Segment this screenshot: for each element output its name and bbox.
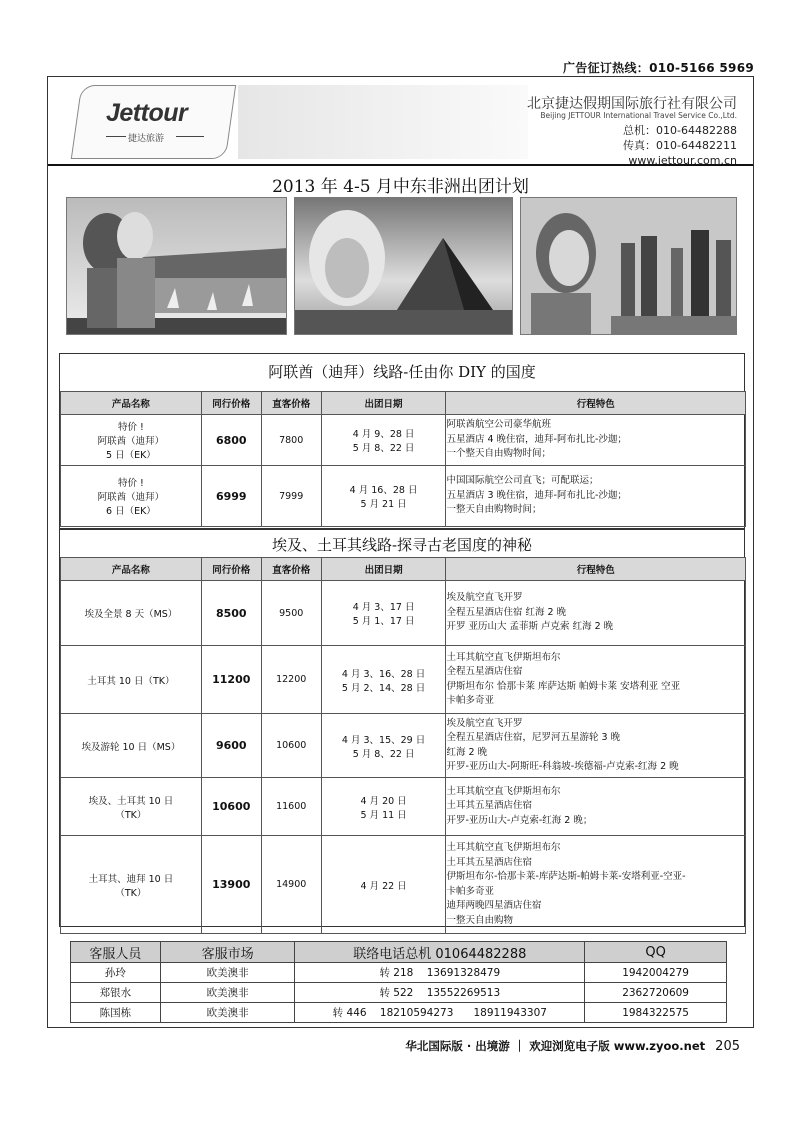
product-name: 特价 ! 阿联酋（迪拜） 6 日（EK） bbox=[61, 466, 202, 527]
table-row bbox=[61, 415, 746, 466]
trade-price: 6999 bbox=[201, 466, 261, 527]
phone-line: 总机：010-64482288 bbox=[623, 124, 737, 137]
departure-dates: 4 月 3、15、29 日 5 月 8、22 日 bbox=[321, 714, 446, 778]
trade-price: 11200 bbox=[201, 646, 261, 714]
col-retail-price: 直客价格 bbox=[261, 558, 321, 581]
staff-market: 欧美澳非 bbox=[160, 983, 295, 1003]
company-name: 北京捷达假期国际旅行社有限公司 bbox=[527, 96, 737, 112]
product-name: 特价 ! 阿联酋（迪拜） 5 日（EK） bbox=[61, 415, 202, 466]
service-header bbox=[71, 942, 727, 963]
table-row bbox=[71, 983, 727, 1003]
col-departure: 出团日期 bbox=[321, 558, 446, 581]
trade-price: 6800 bbox=[201, 415, 261, 466]
header-banner bbox=[238, 85, 528, 159]
table-row bbox=[61, 778, 746, 836]
header bbox=[48, 77, 753, 165]
contact-block bbox=[623, 123, 737, 168]
uae-table bbox=[60, 391, 746, 527]
departure-dates: 4 月 3、17 日 5 月 1、17 日 bbox=[321, 581, 446, 646]
fax-line: 传真：010-64482211 bbox=[623, 139, 737, 152]
page-footer bbox=[405, 1038, 740, 1054]
departure-dates: 4 月 22 日 bbox=[321, 836, 446, 934]
uae-section-title: 阿联酋（迪拜）线路-任由你 DIY 的国度 bbox=[268, 363, 536, 381]
page-number: 205 bbox=[715, 1039, 740, 1054]
trade-price: 13900 bbox=[201, 836, 261, 934]
col-market: 客服市场 bbox=[160, 942, 295, 963]
trade-price: 9600 bbox=[201, 714, 261, 778]
customer-service-table bbox=[70, 941, 727, 1023]
egypt-table-header bbox=[61, 558, 746, 581]
staff-phone: 转 522 13552269513 bbox=[295, 983, 585, 1003]
itinerary-features: 土耳其航空直飞伊斯坦布尔 土耳其五星酒店住宿 伊斯坦布尔-恰那卡莱-库萨达斯-帕姆卡莱-安塔利亚-空亚- 卡帕多奇亚 迪拜两晚四星酒店住宿 一整天自由购物 bbox=[446, 836, 746, 934]
table-row bbox=[71, 963, 727, 983]
dubai-couple-photo bbox=[66, 197, 287, 335]
itinerary-features: 埃及航空直飞开罗 全程五星酒店住宿 红海 2 晚 开罗 亚历山大 孟菲斯 卢克索 红海 2 晚 bbox=[446, 581, 746, 646]
staff-name: 陈国栋 bbox=[71, 1003, 161, 1023]
staff-qq: 1942004279 bbox=[585, 963, 727, 983]
departure-dates: 4 月 9、28 日 5 月 8、22 日 bbox=[321, 415, 446, 466]
table-row bbox=[61, 466, 746, 527]
itinerary-features: 埃及航空直飞开罗 全程五星酒店住宿，尼罗河五星游轮 3 晚 红海 2 晚 开罗-亚历山大-阿斯旺-科翁坡-埃德福-卢克索-红海 2 晚 bbox=[446, 714, 746, 778]
retail-price: 9500 bbox=[261, 581, 321, 646]
table-row bbox=[61, 714, 746, 778]
staff-market: 欧美澳非 bbox=[160, 1003, 295, 1023]
table-row bbox=[61, 646, 746, 714]
company-english: Beijing JETTOUR International Travel Service Co.,Ltd. bbox=[540, 111, 737, 120]
trade-price: 10600 bbox=[201, 778, 261, 836]
uae-table-header bbox=[61, 392, 746, 415]
staff-qq: 1984322575 bbox=[585, 1003, 727, 1023]
table-row bbox=[61, 836, 746, 934]
product-name: 埃及全景 8 天（MS） bbox=[61, 581, 202, 646]
retail-price: 11600 bbox=[261, 778, 321, 836]
departure-dates: 4 月 16、28 日 5 月 21 日 bbox=[321, 466, 446, 527]
col-trade-price: 同行价格 bbox=[201, 392, 261, 415]
departure-dates: 4 月 20 日 5 月 11 日 bbox=[321, 778, 446, 836]
product-name: 埃及游轮 10 日（MS） bbox=[61, 714, 202, 778]
table-row bbox=[71, 1003, 727, 1023]
retail-price: 7800 bbox=[261, 415, 321, 466]
retail-price: 10600 bbox=[261, 714, 321, 778]
page-frame bbox=[47, 76, 754, 1028]
egypt-pyramid-photo bbox=[294, 197, 513, 335]
header-divider bbox=[48, 164, 753, 166]
product-name: 土耳其、迪拜 10 日 （TK） bbox=[61, 836, 202, 934]
col-retail-price: 直客价格 bbox=[261, 392, 321, 415]
itinerary-features: 阿联酋航空公司豪华航班 五星酒店 4 晚住宿，迪拜-阿布扎比-沙迦； 一个整天自由购物时间； bbox=[446, 415, 746, 466]
col-qq: QQ bbox=[585, 942, 727, 963]
col-phone: 联络电话总机 01064482288 bbox=[295, 942, 585, 963]
staff-qq: 2362720609 bbox=[585, 983, 727, 1003]
egypt-table bbox=[60, 557, 746, 934]
page-title: 2013 年 4-5 月中东非洲出团计划 bbox=[272, 177, 529, 197]
logo-subtitle: 捷达旅游 bbox=[128, 134, 165, 144]
col-trade-price: 同行价格 bbox=[201, 558, 261, 581]
staff-name: 郑银水 bbox=[71, 983, 161, 1003]
product-name: 埃及、土耳其 10 日 （TK） bbox=[61, 778, 202, 836]
uae-section bbox=[59, 353, 745, 530]
retail-price: 12200 bbox=[261, 646, 321, 714]
col-features: 行程特色 bbox=[446, 392, 746, 415]
staff-name: 孙玲 bbox=[71, 963, 161, 983]
footer-text: 华北国际版 · 出境游 ｜ 欢迎浏览电子版 www.zyoo.net bbox=[405, 1039, 706, 1053]
product-name: 土耳其 10 日（TK） bbox=[61, 646, 202, 714]
col-product: 产品名称 bbox=[61, 392, 202, 415]
staff-phone: 转 218 13691328479 bbox=[295, 963, 585, 983]
staff-phone: 转 446 18210594273 18911943307 bbox=[295, 1003, 585, 1023]
itinerary-features: 土耳其航空直飞伊斯坦布尔 土耳其五星酒店住宿 开罗-亚历山大-卢克索-红海 2 晚； bbox=[446, 778, 746, 836]
website-link[interactable]: www.jettour.com.cn bbox=[628, 154, 737, 167]
retail-price: 7999 bbox=[261, 466, 321, 527]
luxor-temple-photo bbox=[520, 197, 737, 335]
col-departure: 出团日期 bbox=[321, 392, 446, 415]
ad-hotline: 广告征订热线：010-5166 5969 bbox=[562, 61, 754, 75]
logo-rule-left bbox=[106, 136, 126, 137]
col-staff: 客服人员 bbox=[71, 942, 161, 963]
logo-rule-right bbox=[176, 136, 204, 137]
egypt-section-title: 埃及、土耳其线路-探寻古老国度的神秘 bbox=[271, 536, 533, 554]
staff-market: 欧美澳非 bbox=[160, 963, 295, 983]
table-row bbox=[61, 581, 746, 646]
col-product: 产品名称 bbox=[61, 558, 202, 581]
itinerary-features: 中国国际航空公司直飞；可配联运； 五星酒店 3 晚住宿，迪拜-阿布扎比-沙迦； 一整天自由购物时间； bbox=[446, 466, 746, 527]
retail-price: 14900 bbox=[261, 836, 321, 934]
egypt-turkey-section bbox=[59, 528, 745, 927]
logo-text: Jettour bbox=[106, 99, 188, 127]
col-features: 行程特色 bbox=[446, 558, 746, 581]
itinerary-features: 土耳其航空直飞伊斯坦布尔 全程五星酒店住宿 伊斯坦布尔 恰那卡莱 库萨达斯 帕姆卡莱 安塔利亚 空亚 卡帕多奇亚 bbox=[446, 646, 746, 714]
departure-dates: 4 月 3、16、28 日 5 月 2、14、28 日 bbox=[321, 646, 446, 714]
trade-price: 8500 bbox=[201, 581, 261, 646]
